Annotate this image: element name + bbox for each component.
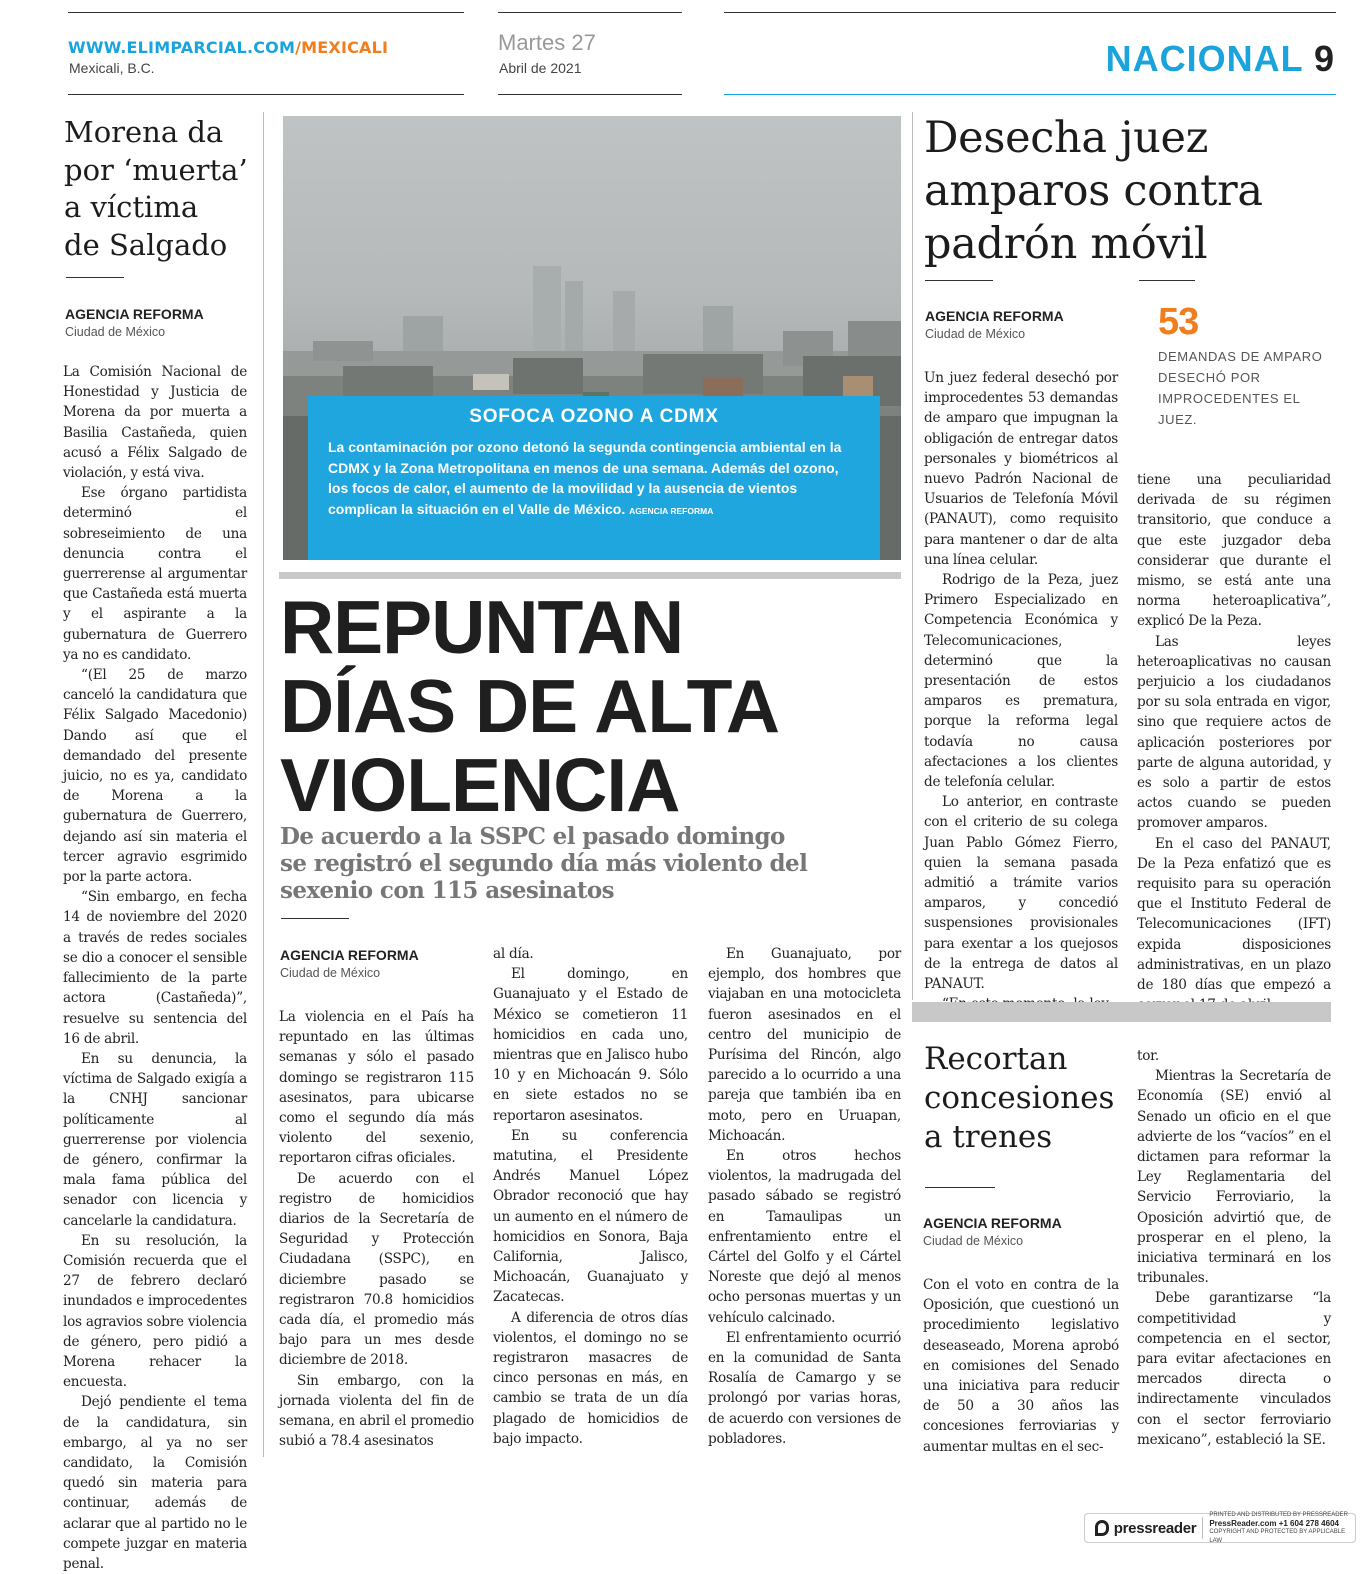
photo-caption-title: SOFOCA OZONO A CDMX [469, 406, 719, 427]
stat-text-line: DESECHÓ POR [1158, 370, 1261, 385]
right-headline-line-3: padrón móvil [924, 219, 1208, 269]
left-para: Ese órgano partidista determinó el sobreseimiento de una denuncia contra el guerrerense al argumentar que Castañeda está muerta y el aspirante a la gubernatura de Guerrero ya no es candidato. [63, 485, 247, 663]
photo-caption-box [308, 396, 880, 560]
right-story-col-2 [1137, 470, 1331, 1015]
left-para: En su resolución, la Comisión recuerda que el 27 de febrero declaró inundados e improcedentes los agravios sobre violencia de género, pero pidió a Morena rehacer la encuesta. [63, 1232, 247, 1391]
left-byline-city: Ciudad de México [65, 325, 166, 339]
trains-col2-para: Mientras la Secretaría de Economía (SE) envió al Senado un oficio en el que advierte de los “vacíos” en el dictamen para reformar la Ley Reglamentaria del Servicio Ferroviario, la Oposición advirtió que, de prosperar en el pleno, la iniciativa terminará en los tribunales. [1137, 1068, 1331, 1287]
trains-headline-line-1: Recortan [924, 1041, 1068, 1077]
main-subhead-divider [281, 918, 349, 919]
main-col3-para: En Guanajuato, por ejemplo, dos hombres que viajaban en una motocicleta fueron asesinados en el centro del municipio de Purísima del Rincón, algo parecido a lo ocurrido a una pareja que también iba en moto, pero en Uruapan, Michoacán. [708, 946, 901, 1144]
edition-location: Mexicali, B.C. [69, 60, 155, 76]
main-col3-para: En otros hechos violentos, la madrugada del pasado sábado se registró en Tamaulipas un enfrentamiento entre el Cártel del Golfo y el Cártel Noreste que dejó al menos ocho personas muertas y un vehículo calcinado. [708, 1148, 901, 1326]
footer-divider [1202, 1517, 1203, 1539]
left-byline-block [65, 306, 204, 339]
trains-story-col-2 [1137, 1046, 1331, 1450]
right-headline-line-2: amparos contra [924, 166, 1263, 216]
right-headline-line-1: Desecha juez [924, 113, 1209, 163]
right-byline-block [925, 308, 1064, 341]
main-story-headline [280, 585, 780, 827]
main-subhead-line-3: sexenio con 115 asesinatos [280, 877, 614, 904]
pressreader-notice-line-2: PressReader.com +1 604 278 4604 [1209, 1518, 1339, 1528]
main-headline-line-1: REPUNTAN [280, 585, 684, 669]
site-url-domain: WWW.ELIMPARCIAL.COM [68, 38, 296, 57]
main-col1-para: Sin embargo, con la jornada violenta del fin de semana, en abril el promedio subió a 78.4 asesinatos [279, 1372, 474, 1450]
photo-caption-credit: AGENCIA REFORMA [629, 505, 714, 516]
stat-box [1158, 300, 1333, 430]
right-story-col-1 [924, 368, 1118, 1015]
right-col2-para: En el caso del PANAUT, De la Peza enfatizó que es requisito para su operación que el Instituto Federal de Telecomunicaciones (IFT) expida disposiciones administrativas, en un plazo de 180 días que empezó a [1137, 835, 1331, 994]
main-byline-city: Ciudad de México [280, 966, 381, 980]
right-byline-city: Ciudad de México [925, 327, 1026, 341]
left-story-body [63, 362, 247, 1574]
left-headline-line-1: Morena da [64, 115, 224, 149]
pressreader-badge[interactable] [1084, 1513, 1356, 1543]
site-url-section: /MEXICALI [295, 38, 389, 57]
left-para: La Comisión Nacional de Honestidad y Justicia de Morena da por muerta a Basilia Castañeda, quien acusó a Félix Salgado de violación, y está viva. [63, 364, 247, 482]
stat-divider [1139, 280, 1195, 281]
issue-day: Martes 27 [498, 30, 596, 55]
left-para: En su denuncia, la víctima de Salgado exigía a la CNHJ sancionar políticamente al guerrerense por violencia de género, confirmar la mala fama pública del senador con licencia y cancelarle la candidatura. [63, 1050, 247, 1229]
stat-text-line: DEMANDAS DE AMPARO [1158, 349, 1323, 364]
main-subhead-line-1: De acuerdo a la SSPC el pasado domingo [280, 823, 785, 850]
trains-story-top-bar [912, 1002, 1331, 1022]
main-col2-para: A diferencia de otros días violentos, el domingo no se registraron masacres de cinco personas en más, en cambio se trata de un día plagado de homicidios de bajo impacto. [493, 1309, 688, 1447]
main-story-top-bar [279, 572, 901, 579]
main-col1-para: La violencia en el País ha repuntado en las últimas semanas y sólo el pasado domingo se registraron 115 asesinatos, para ubicarse como el segundo día más violento del sexenio, reportaron cifras oficiales. [279, 1009, 474, 1167]
main-col3-para: El enfrentamiento ocurrió en la comunidad de Santa Rosalía de Camargo y se prolongó por varias horas, de acuerdo con versiones de pobladores. [708, 1329, 901, 1447]
pressreader-notice [1209, 1511, 1355, 1545]
main-col2-para: En su conferencia matutina, el Presidente Andrés Manuel López Obrador reconoció que hay un aumento en el número de homicidios en Sonora, Baja California, Jalisco, Michoacán, Guanajuato y Zacatecas. [493, 1127, 688, 1306]
main-col1-para: De acuerdo con el registro de homicidios diarios de la Secretaría de Seguridad y Protección Ciudadana (SSPC), en diciembre pasado se registraron 70.8 homicidios cada día, el promedio más bajo para un mes desde diciembre de 2018. [279, 1170, 474, 1369]
main-story-col-2 [493, 944, 688, 1449]
left-column-divider [263, 112, 264, 1457]
main-headline-line-2: DÍAS DE ALTA [280, 664, 780, 748]
trains-story-headline [924, 1040, 1114, 1157]
main-col2-para: El domingo, en Guanajuato y el Estado de México se cometieron 11 homicidios en cada uno, mientras que en Jalisco hubo 10 y en Michoacán 9. Sólo en siete estados no se reportaron asesinatos. [493, 966, 688, 1124]
main-subhead-line-2: se registró el segundo día más violento del [280, 850, 808, 877]
left-headline-divider [66, 277, 124, 278]
trains-col2-para: tor. [1137, 1048, 1159, 1064]
right-headline-divider [925, 280, 993, 281]
stat-text-line: IMPROCEDENTES EL [1158, 391, 1301, 406]
site-url[interactable] [68, 38, 388, 57]
main-byline-block [280, 947, 419, 980]
right-byline: AGENCIA REFORMA [925, 308, 1064, 324]
right-col1-para: Un juez federal desechó por improcedentes 53 demandas de amparo que impugnan la obligación de entregar datos personales y biométricos al nuevo Padrón Nacional de Usuarios de Telefonía Móvil (PANAUT), como requisito para mantener o dar de alta una línea celular. [924, 370, 1118, 568]
right-col2-para: tiene una peculiaridad derivada de su régimen transitorio, que conduce a que este juzgador deba considerar que durante el mismo, se está ante una norma heteroaplicativa”, explicó De la Peza. [1137, 472, 1331, 630]
main-col2-para: al día. [493, 946, 534, 962]
trains-col1-para: Con el voto en contra de la Oposición, que cuestionó un procedimiento legislativo deseaseado, Morena aprobó en comisiones del Senado una iniciativa para reducir de 50 a 30 años las concesiones ferroviarias y aumentar multas en el sec- [923, 1277, 1119, 1455]
left-byline: AGENCIA REFORMA [65, 306, 204, 322]
trains-col2-para: Debe garantizarse “la competitividad y competencia en el sector, para evitar afectaciones en mercados directa o indirectamente vinculados con el sector ferroviario mexicano”, estableció la SE. [1137, 1290, 1331, 1448]
page-number: 9 [1313, 38, 1335, 79]
trains-headline-line-2: concesiones [924, 1080, 1115, 1116]
trains-headline-line-3: a trenes [924, 1119, 1053, 1155]
main-story-subhead [280, 823, 807, 904]
photo-caption-text: La contaminación por ozono detonó la segunda contingencia ambiental en la CDMX y la Zona Metropolitana en menos de una semana. Además del ozono, los focos de calor, el aumento de la movilidad y la ausencia de vientos complican la situación en el Valle de México. [328, 439, 842, 517]
stat-text-line: JUEZ. [1158, 412, 1198, 427]
stat-number: 53 [1158, 301, 1199, 343]
section-title [1106, 38, 1335, 80]
right-story-headline [924, 112, 1263, 271]
right-col1-para: Lo anterior, en contraste con el criterio de su colega Juan Pablo Gómez Fierro, quien la semana pasada admitió a trámite varios amparos, y concedió suspensiones provisionales para exentar a los quejosos de la entrega de datos al PANAUT. [924, 794, 1118, 993]
issue-date: Abril de 2021 [499, 60, 582, 76]
trains-byline-block [923, 1215, 1062, 1248]
main-story-col-3 [708, 944, 901, 1449]
left-headline-line-4: de Salgado [64, 227, 228, 262]
main-headline-line-3: VIOLENCIA [280, 743, 680, 827]
left-story-headline [64, 114, 248, 264]
right-column-divider [912, 112, 913, 1000]
trains-byline: AGENCIA REFORMA [923, 1215, 1062, 1231]
pressreader-logo-icon [1095, 1520, 1109, 1536]
trains-headline-divider [925, 1187, 995, 1188]
pressreader-notice-line-1: PRINTED AND DISTRIBUTED BY PRESSREADER [1209, 1512, 1348, 1518]
right-col2-para: Las leyes heteroaplicativas no causan perjuicio a los ciudadanos por su sola entrada en vigor, sino que requiere actos de aplicación posteriores por parte de alguna autoridad, y es solo a partir de estos actos cuando se pueden promover amparos. [1137, 633, 1331, 832]
main-story-col-1 [279, 1007, 474, 1451]
stat-text [1158, 346, 1333, 430]
left-para: “Sin embargo, en fecha 14 de noviembre del 2020 a través de redes sociales se dio a conocer el sensible fallecimiento de la parte actora (Castañeda)”, resuelve su sentencia del 16 de abril. [63, 889, 247, 1047]
trains-byline-city: Ciudad de México [923, 1234, 1024, 1248]
pressreader-brand: pressreader [1113, 1519, 1197, 1537]
left-headline-line-2: por ‘muerta’ [64, 152, 248, 187]
left-para: “(El 25 de marzo canceló la candidatura que Félix Salgado Macedonio) Dando así que el demandado del presente juicio, no es ya, candidato de Morena a la gubernatura de Guerrero, dejando así sin materia el tercer agravio esgrimido por la parte actora. [63, 667, 247, 886]
left-headline-line-3: a víctima [64, 190, 199, 224]
section-name: NACIONAL [1105, 38, 1303, 79]
left-para: Dejó pendiente el tema de la candidatura, sin embargo, al ya no ser candidato, la Comisión quedó sin materia para continuar, además de aclarar que al partido no le compete juzgar en materia penal. [63, 1394, 247, 1572]
right-col1-para: Rodrigo de la Peza, juez Primero Especializado en Competencia Económica y Telecomunicaciones, determinó que la presentación de estos amparos es prematura, porque la reforma legal todavía no causa afectaciones a los clientes de telefonía celular. [924, 572, 1118, 791]
pressreader-notice-line-3: COPYRIGHT AND PROTECTED BY APPLICABLE LAW [1209, 1529, 1346, 1544]
main-byline: AGENCIA REFORMA [280, 947, 419, 963]
photo-caption-text-block [328, 437, 860, 521]
trains-story-col-1 [923, 1275, 1119, 1457]
